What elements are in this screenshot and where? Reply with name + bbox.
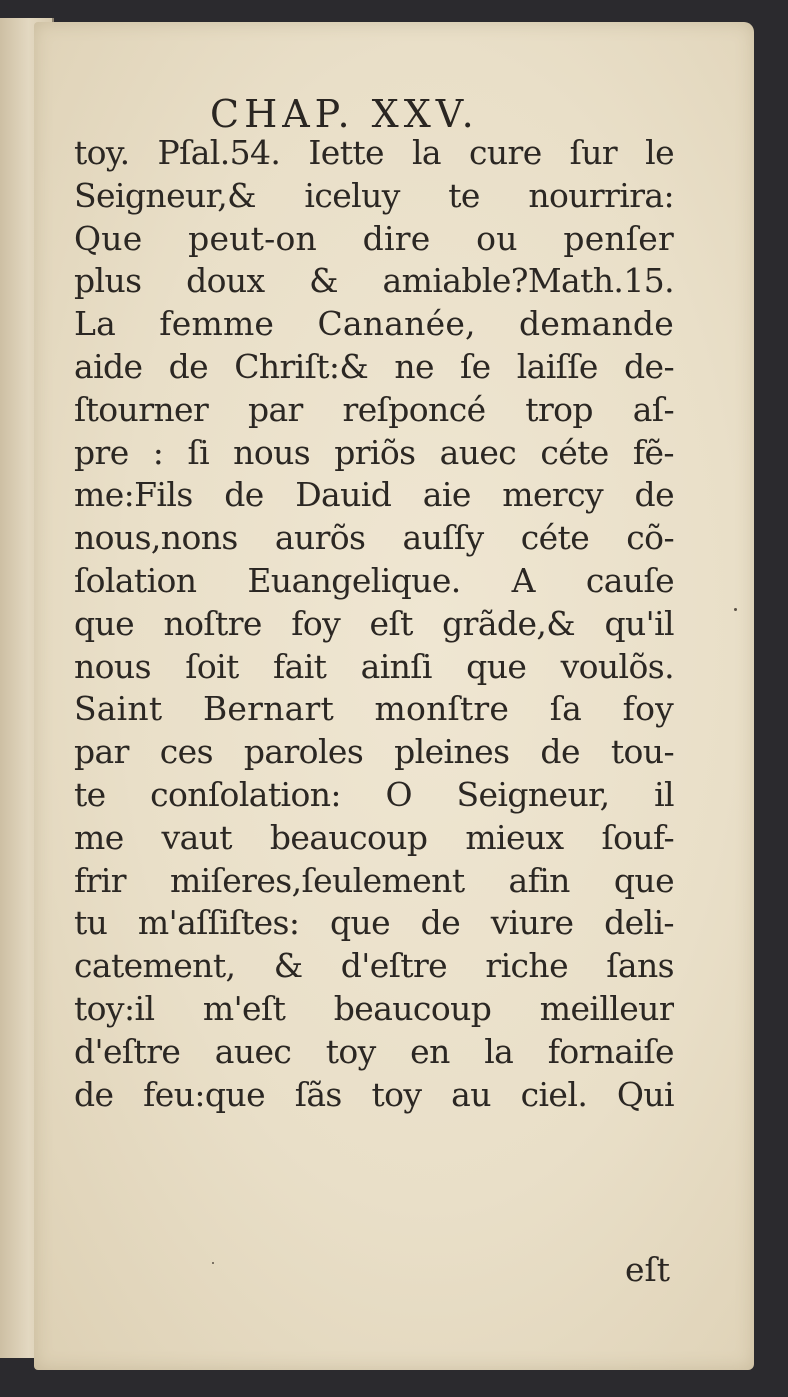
text-line: tu m'aſſiſtes: que de viure deli- (74, 903, 674, 943)
text-line: par ces paroles pleines de tou- (74, 732, 674, 772)
text-line: de feu:que ſãs toy au ciel. Qui (74, 1074, 674, 1114)
text-line: Saint Bernart monſtre ſa foy (74, 689, 674, 729)
running-head: CHAP. XXV. (210, 92, 479, 136)
text-line: Seigneur,& iceluy te nourrira: (74, 175, 674, 215)
text-line: nous,nons aurõs auſſy céte cõ- (74, 518, 674, 558)
text-line: ſtourner par reſponcé trop aſ- (74, 389, 674, 429)
text-line: toy:il m'eſt beaucoup meilleur (74, 988, 674, 1028)
paper-speck (734, 608, 737, 611)
text-line: toy. Pſal.54. Iette la cure ſur le (74, 133, 674, 172)
text-line: plus doux & amiable?Math.15. (74, 261, 674, 301)
text-line: catement, & d'eſtre riche ſans (74, 946, 674, 986)
page-text (74, 132, 674, 1116)
text-line: te conſolation: O Seigneur, il (74, 774, 674, 814)
text-line: aide de Chriſt:& ne ſe laiſſe de- (74, 346, 674, 386)
text-line: La femme Cananée, demande (74, 304, 674, 344)
text-line: que noſtre foy eſt grãde,& qu'il (74, 603, 674, 643)
text-line: nous ſoit fait ainſi que voulõs. (74, 646, 674, 686)
text-line: Que peut-on dire ou penſer (74, 218, 674, 258)
text-line: me vaut beaucoup mieux ſouf- (74, 817, 674, 857)
catchword: eſt (624, 1250, 670, 1289)
text-line: ſolation Euangelique. A cauſe (74, 560, 674, 600)
text-line: frir miſeres,ſeulement afin que (74, 860, 674, 900)
text-line: pre : ſi nous priõs auec céte fẽ- (74, 432, 674, 472)
text-line: d'eſtre auec toy en la fornaiſe (74, 1031, 674, 1071)
paper-speck (212, 1262, 214, 1264)
text-line: me:Fils de Dauid aie mercy de (74, 475, 674, 515)
